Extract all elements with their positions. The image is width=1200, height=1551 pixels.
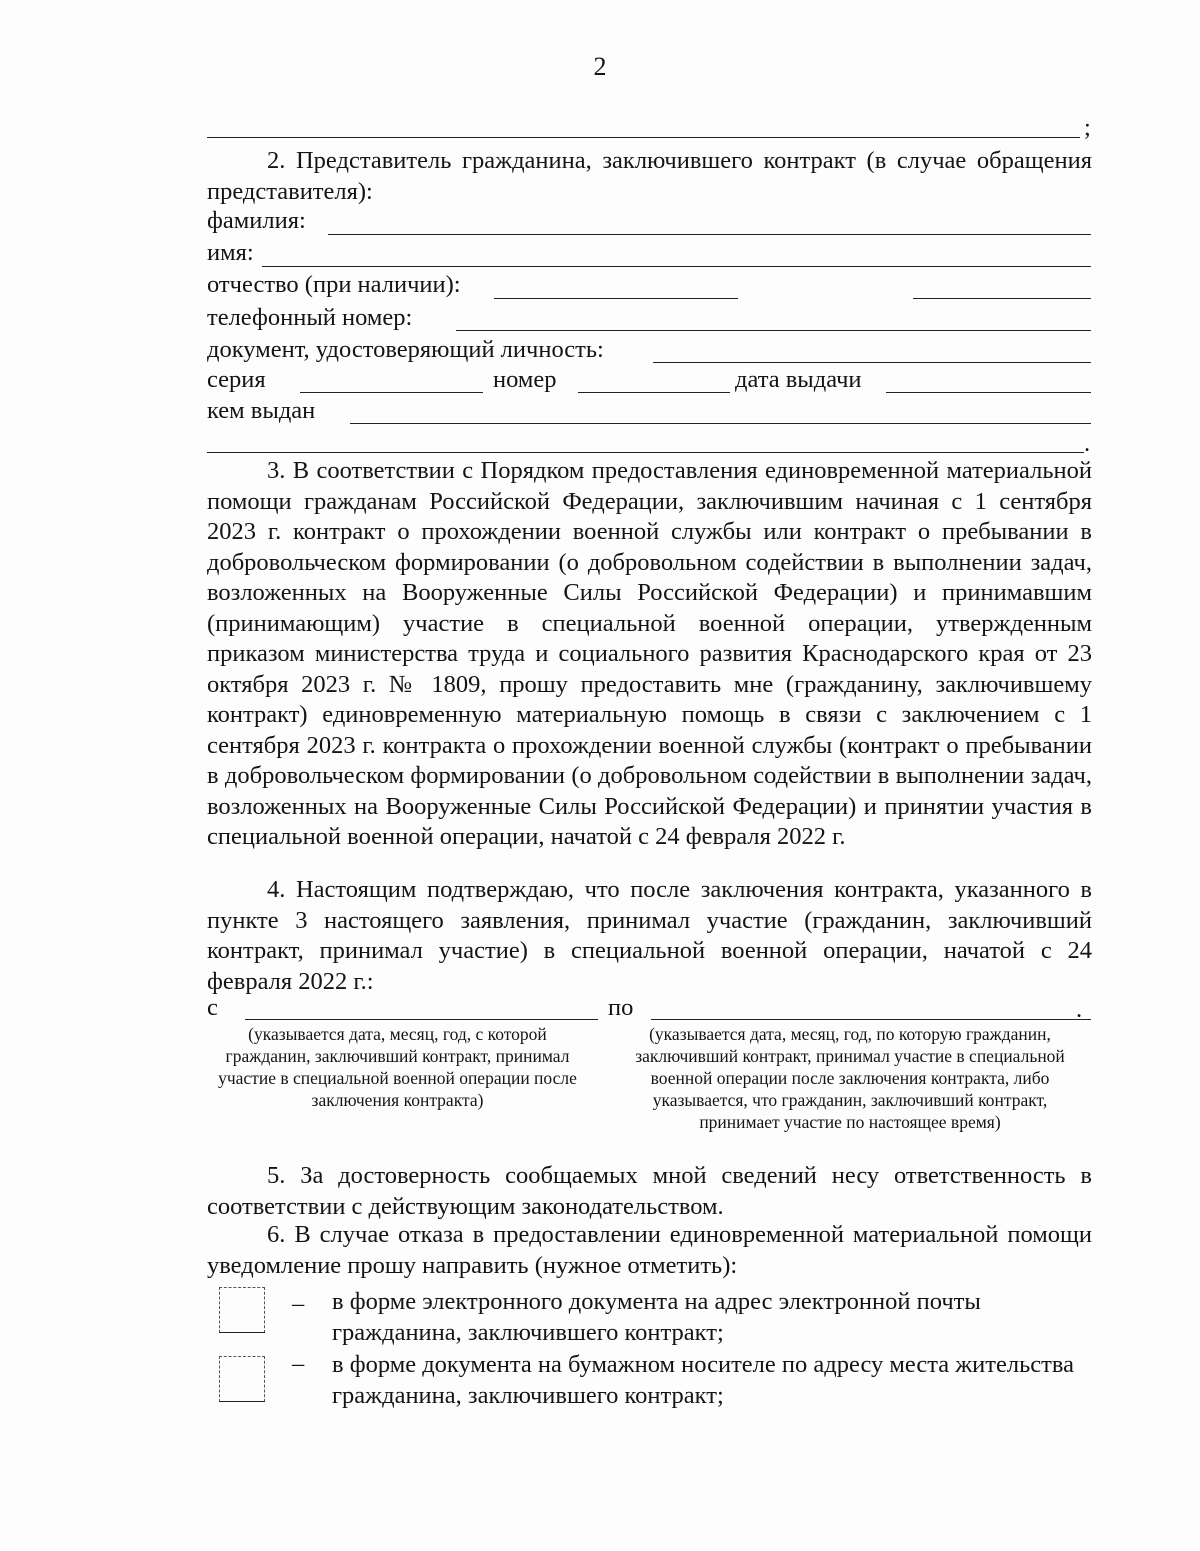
period-from-field[interactable] xyxy=(245,1019,598,1020)
issued-by-field-continued[interactable] xyxy=(207,452,1084,453)
section-3-paragraph: 3. В соответствии с Порядком предоставления единовременной материальной помощи гражданам Российской Федерации, заключившим начиная с 1 сентября 2023 г. контракт о прохождении военной службы или контракт о пребывании в добровольческом формировании (о добровольном содействии в выполнении задач, возложенных на Вооруженные Силы Российской Федерации) и принимавшим (принимающим) участие в специальной военной операции, утвержденным приказом министерства труда и социального развития Краснодарского края от 23 октября 2023 г. № 1809, прошу предоставить мне (гражданину, заключившему контракт) единовременную материальную помощь в связи с заключением с 1 сентября 2023 г. контракта о прохождении военной службы (контракт о пребывании в добровольческом формировании (о добровольном содействии в выполнении задач, возложенных на Вооруженные Силы Российской Федерации) и принятии участия в специальной военной операции, начатой с 24 февраля 2022 г. xyxy=(207,457,1092,850)
period-to-field[interactable] xyxy=(651,1019,1091,1020)
phone-field[interactable] xyxy=(456,330,1091,331)
option-1-label: в форме электронного документа на адрес электронной почты гражданина, заключившего контракт; xyxy=(332,1288,981,1346)
section-4-paragraph: 4. Настоящим подтверждаю, что после заключения контракта, указанного в пункте 3 настоящего заявления, принимал участие (гражданин, заключивший контракт, принимал участие) в специальной военной операции, начатой с 24 февраля 2022 г.: xyxy=(207,876,1092,995)
issue-date-field[interactable] xyxy=(886,392,1091,393)
option-1-dash: – xyxy=(292,1290,305,1317)
id-document-field[interactable] xyxy=(653,362,1091,363)
issued-by-field[interactable] xyxy=(350,423,1091,424)
section-2-heading: 2. Представитель гражданина, заключившего контракт (в случае обращения представителя): xyxy=(207,147,1092,205)
top-continuation-line xyxy=(207,137,1080,138)
id-document-label: документ, удостоверяющий личность: xyxy=(207,336,604,363)
top-line-end: ; xyxy=(1084,114,1091,141)
number-label: номер xyxy=(493,366,557,393)
name-label: имя: xyxy=(207,239,254,266)
section-6-paragraph: 6. В случае отказа в предоставлении единовременной материальной помощи уведомление прошу направить (нужное отметить): xyxy=(207,1221,1092,1279)
surname-label: фамилия: xyxy=(207,207,306,234)
period-from-note: (указывается дата, месяц, год, с которой гражданин, заключивший контракт, принимал участие в специальной военной операции после заключения контракта) xyxy=(218,1024,577,1110)
option-2-dash: – xyxy=(292,1350,305,1377)
electronic-notification-checkbox[interactable] xyxy=(219,1287,265,1333)
patronymic-field-extra[interactable] xyxy=(913,298,1091,299)
section-2-end-mark: . xyxy=(1084,430,1091,457)
option-2-label: в форме документа на бумажном носителе по адресу места жительства гражданина, заключившего контракт; xyxy=(332,1351,1074,1409)
page-number: 2 xyxy=(593,52,607,81)
patronymic-label: отчество (при наличии): xyxy=(207,271,461,298)
issue-date-label: дата выдачи xyxy=(735,366,862,393)
section-5-paragraph: 5. За достоверность сообщаемых мной сведений несу ответственность в соответствии с действующим законодательством. xyxy=(207,1162,1092,1220)
period-to-note: (указывается дата, месяц, год, по которую гражданин, заключивший контракт, принимал участие в специальной военной операции после заключения контракта, либо указывается, что гражданин, заключивший контракт, принимает участие по настоящее время) xyxy=(635,1024,1065,1132)
period-from-label: с xyxy=(207,994,218,1021)
number-field[interactable] xyxy=(578,392,730,393)
period-to-label: по xyxy=(608,994,634,1021)
name-field[interactable] xyxy=(262,266,1091,267)
issued-by-label: кем выдан xyxy=(207,397,316,424)
surname-field[interactable] xyxy=(328,234,1091,235)
paper-notification-checkbox[interactable] xyxy=(219,1356,265,1402)
series-label: серия xyxy=(207,366,266,393)
series-field[interactable] xyxy=(300,392,483,393)
patronymic-field[interactable] xyxy=(494,298,738,299)
phone-label: телефонный номер: xyxy=(207,304,413,331)
period-end-mark: . xyxy=(1076,996,1083,1023)
